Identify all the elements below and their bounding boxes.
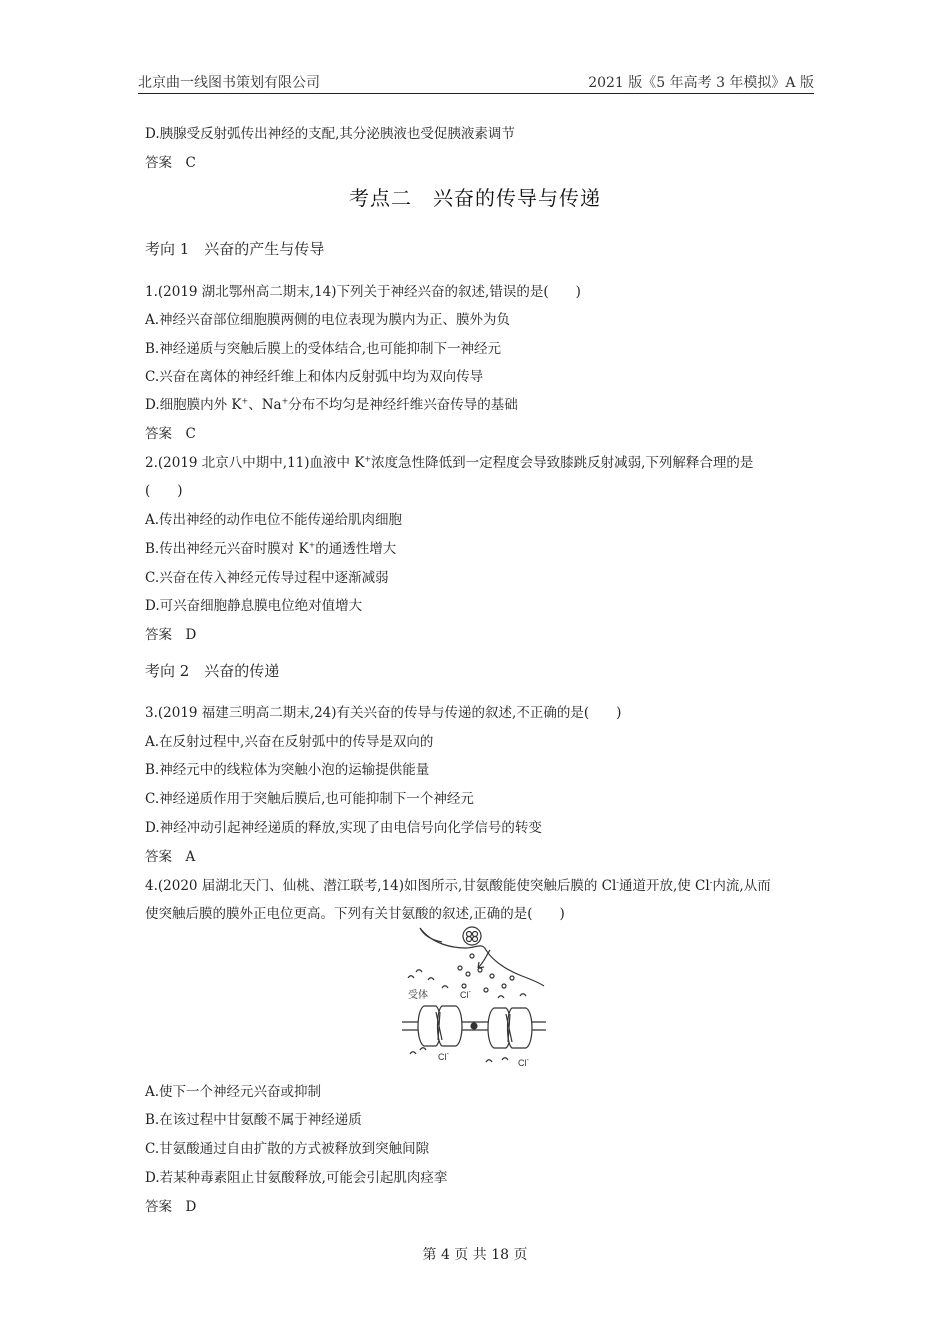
figure-label-receptor: 受体 [408, 990, 428, 1001]
q4-option-d: D.若某种毒素阻止甘氨酸释放,可能会引起肌肉痉挛 [145, 1170, 448, 1186]
q4-stem-line2: 使突触后膜的膜外正电位更高。下列有关甘氨酸的叙述,正确的是( ) [145, 906, 565, 922]
prev-answer: 答案 C [145, 155, 196, 171]
q4-stem: 4.(2020 届湖北天门、仙桃、潜江联考,14)如图所示,甘氨酸能使突触后膜的 Cl-通道开放,使 Cl-内流,从而 [145, 877, 771, 894]
header-publisher: 北京曲一线图书策划有限公司 [138, 75, 320, 91]
q4-answer: 答案 D [145, 1199, 197, 1215]
q2-stem: 2.(2019 北京八中期中,11)血液中 K+浓度急性降低到一定程度会导致膝跳反射减弱,下列解释合理的是 [145, 454, 754, 471]
q3-option-c: C.神经递质作用于突触后膜后,也可能抑制下一个神经元 [145, 791, 474, 807]
q4-option-c: C.甘氨酸通过自由扩散的方式被释放到突触间隙 [145, 1141, 430, 1157]
figure-label-cl-1: Cl- [460, 989, 471, 1000]
q1-option-b: B.神经递质与突触后膜上的受体结合,也可能抑制下一神经元 [145, 341, 502, 357]
header-book-title: 2021 版《5 年高考 3 年模拟》A 版 [588, 75, 814, 91]
q4-option-a: A.使下一个神经元兴奋或抑制 [145, 1084, 322, 1100]
q3-answer: 答案 A [145, 849, 196, 865]
q4-option-b: B.在该过程中甘氨酸不属于神经递质 [145, 1112, 362, 1128]
page-number: 第 4 页 共 18 页 [422, 1247, 528, 1263]
figure-label-cl-2: Cl- [438, 1051, 449, 1062]
synapse-diagram [402, 926, 546, 1072]
section-title: 考点二 兴奋的传导与传递 [349, 186, 601, 210]
prev-option-d: D.胰腺受反射弧传出神经的支配,其分泌胰液也受促胰液素调节 [145, 126, 515, 142]
q1-option-a: A.神经兴奋部位细胞膜两侧的电位表现为膜内为正、膜外为负 [145, 312, 511, 328]
q2-option-a: A.传出神经的动作电位不能传递给肌肉细胞 [145, 512, 403, 528]
q2-option-c: C.兴奋在传入神经元传导过程中逐渐减弱 [145, 570, 389, 586]
topic2-title: 考向 2 兴奋的传递 [145, 662, 280, 680]
q3-stem: 3.(2019 福建三明高二期末,24)有关兴奋的传导与传递的叙述,不正确的是( ) [145, 705, 622, 721]
q2-option-b: B.传出神经元兴奋时膜对 K+的通透性增大 [145, 540, 397, 557]
q3-option-b: B.神经元中的线粒体为突触小泡的运输提供能量 [145, 762, 430, 778]
q1-option-c: C.兴奋在离体的神经纤维上和体内反射弧中均为双向传导 [145, 369, 484, 385]
synapse-figure [402, 926, 546, 1072]
topic1-title: 考向 1 兴奋的产生与传导 [145, 240, 325, 258]
header-divider [138, 93, 814, 94]
q1-answer: 答案 C [145, 426, 196, 442]
q1-stem: 1.(2019 湖北鄂州高二期末,14)下列关于神经兴奋的叙述,错误的是( ) [145, 284, 581, 300]
q2-answer: 答案 D [145, 627, 197, 643]
q3-option-d: D.神经冲动引起神经递质的释放,实现了由电信号向化学信号的转变 [145, 820, 542, 836]
q3-option-a: A.在反射过程中,兴奋在反射弧中的传导是双向的 [145, 734, 434, 750]
q2-option-d: D.可兴奋细胞静息膜电位绝对值增大 [145, 598, 363, 614]
q2-stem-line2: ( ) [145, 483, 183, 499]
q1-option-d: D.细胞膜内外 K+、Na+分布不均匀是神经纤维兴奋传导的基础 [145, 396, 518, 413]
figure-label-cl-3: Cl- [518, 1057, 529, 1068]
